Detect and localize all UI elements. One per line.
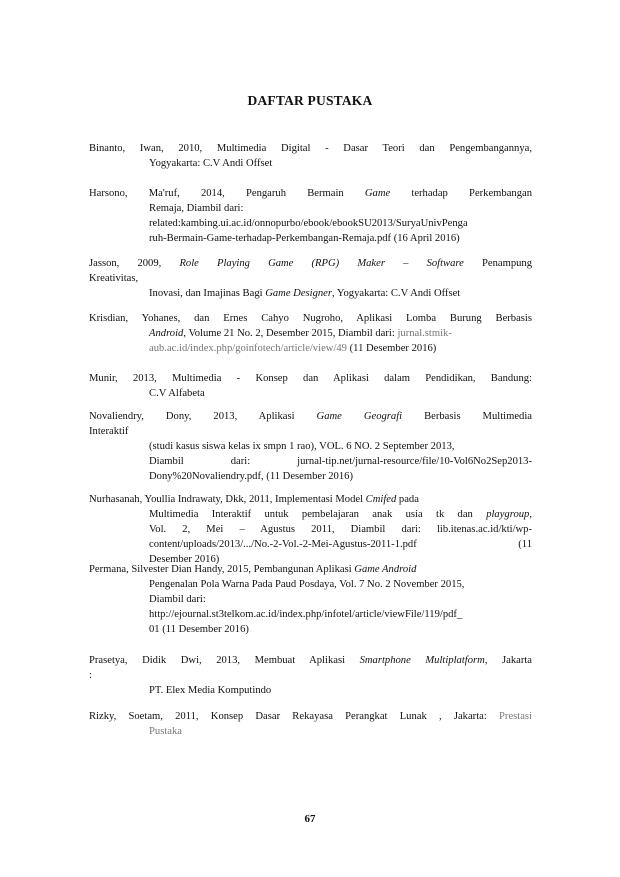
reference-line: Multimedia Interaktif untuk pembelajaran anak usia tk dan playgroup, (149, 509, 532, 520)
reference-line: Diambil dari: (149, 594, 206, 605)
page-title: DAFTAR PUSTAKA (247, 93, 373, 108)
reference-line: Harsono, Ma'ruf, 2014, Pengaruh Bermain Game terhadap Perkembangan (89, 188, 532, 199)
reference-novaliendry (89, 409, 532, 484)
reference-krisdian (89, 311, 532, 356)
reference-line: Novaliendry, Dony, 2013, Aplikasi Game Geografi Berbasis Multimedia (89, 411, 532, 422)
reference-binanto (89, 141, 532, 171)
reference-jasson (89, 256, 532, 301)
reference-line: related:kambing.ui.ac.id/onnopurbo/ebook/ebookSU2013/SuryaUnivPenga (149, 218, 468, 229)
page-number: 67 (304, 813, 316, 825)
reference-line: Android, Volume 21 No. 2, Desember 2015, Diambil dari: jurnal.stmik- (149, 328, 452, 339)
reference-line: Pustaka (149, 726, 182, 737)
reference-line: Kreativitas, (89, 273, 139, 284)
reference-line: Munir, 2013, Multimedia - Konsep dan Aplikasi dalam Pendidikan, Bandung: (89, 373, 532, 384)
reference-line: C.V Alfabeta (149, 388, 205, 399)
reference-line: ruh-Bermain-Game-terhadap-Perkembangan-Remaja.pdf (16 April 2016) (149, 233, 460, 244)
reference-rizky (89, 709, 532, 739)
reference-line: (studi kasus siswa kelas ix smpn 1 rao), VOL. 6 NO. 2 September 2013, (149, 441, 455, 452)
reference-line: Dony%20Novaliendry.pdf, (11 Desember 2016) (149, 471, 353, 482)
reference-line: aub.ac.id/index.php/goinfotech/article/view/49 (11 Desember 2016) (149, 343, 437, 354)
reference-line: Permana, Silvester Dian Handy, 2015, Pembangunan Aplikasi Game Android (89, 564, 417, 575)
reference-line: Jasson, 2009, Role Playing Game (RPG) Maker – Software Penampung (89, 258, 532, 269)
reference-line: PT. Elex Media Komputindo (149, 685, 272, 696)
reference-line: 01 (11 Desember 2016) (149, 624, 249, 635)
reference-harsono (89, 186, 532, 246)
reference-line: Vol. 2, Mei – Agustus 2011, Diambil dari: lib.itenas.ac.id/kti/wp- (149, 524, 532, 535)
reference-line: : (89, 670, 92, 681)
reference-line: Diambil dari: jurnal-tip.net/jurnal-resource/file/10-Vol6No2Sep2013- (149, 456, 532, 467)
reference-line: Remaja, Diambil dari: (149, 203, 244, 214)
reference-line: Rizky, Soetam, 2011, Konsep Dasar Rekayasa Perangkat Lunak , Jakarta: Prestasi (89, 711, 532, 722)
reference-line: Pengenalan Pola Warna Pada Paud Posdaya, Vol. 7 No. 2 November 2015, (149, 579, 465, 590)
reference-nurhasanah (89, 492, 532, 567)
reference-line: Nurhasanah, Youllia Indrawaty, Dkk, 2011, Implementasi Model Cmifed pada (89, 494, 419, 505)
reference-line: Interaktif (89, 426, 129, 437)
reference-line: http://ejournal.st3telkom.ac.id/index.php/infotel/article/viewFile/119/pdf_ (149, 609, 463, 620)
reference-prasetya (89, 653, 532, 698)
reference-munir (89, 371, 532, 401)
reference-line: content/uploads/2013/.../No.-2-Vol.-2-Mei-Agustus-2011-1.pdf (11 (149, 539, 532, 550)
reference-permana (89, 562, 532, 637)
reference-line: Desember 2016) (149, 554, 220, 565)
reference-line: Prasetya, Didik Dwi, 2013, Membuat Aplikasi Smartphone Multiplatform, Jakarta (89, 655, 532, 666)
reference-line: Krisdian, Yohanes, dan Ernes Cahyo Nugroho, Aplikasi Lomba Burung Berbasis (89, 313, 532, 324)
reference-line: Binanto, Iwan, 2010, Multimedia Digital - Dasar Teori dan Pengembangannya, (89, 143, 532, 154)
reference-line: Yogyakarta: C.V Andi Offset (149, 158, 273, 169)
reference-line: Inovasi, dan Imajinas Bagi Game Designer, Yogyakarta: C.V Andi Offset (149, 288, 461, 299)
